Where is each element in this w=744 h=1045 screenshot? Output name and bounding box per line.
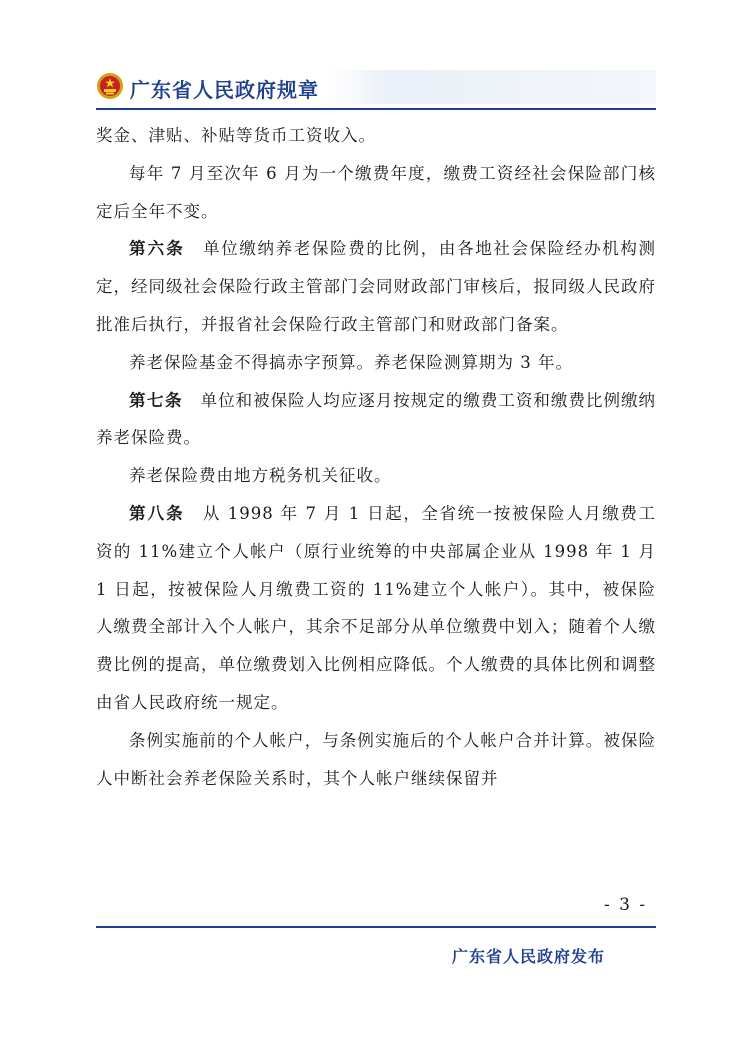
footer-divider (96, 926, 656, 928)
header-title: 广东省人民政府规章 (130, 78, 319, 102)
page-number: - 3 - (604, 895, 648, 915)
national-emblem-icon (96, 72, 124, 100)
article-paragraph (96, 230, 656, 343)
page-header (96, 70, 656, 104)
article-number: 第七条 (129, 390, 184, 410)
paragraph-text: 单位缴纳养老保险费的比例，由各地社会保险经办机构测定，经同级社会保险行政主管部门会同财政部门审核后，报同级人民政府批准后执行，并报省社会保险行政主管部门和财政部门备案。 (96, 239, 657, 334)
paragraph (96, 155, 656, 231)
paragraph (96, 722, 656, 798)
paragraph-text: 养老保险费由地方税务机关征收。 (129, 466, 392, 486)
paragraph-text: 单位和被保险人均应逐月按规定的缴费工资和缴费比例缴纳养老保险费。 (96, 390, 657, 448)
header-banner-decoration (326, 70, 656, 104)
paragraph-text: 每年 7 月至次年 6 月为一个缴费年度，缴费工资经社会保险部门核定后全年不变。 (96, 163, 656, 221)
article-number: 第八条 (129, 503, 185, 523)
paragraph (96, 117, 656, 155)
paragraph-text: 养老保险基金不得搞赤字预算。养老保险测算期为 3 年。 (129, 352, 573, 372)
paragraph-text: 条例实施前的个人帐户，与条例实施后的个人帐户合并计算。被保险人中断社会养老保险关系时，其个人帐户继续保留并 (96, 730, 656, 788)
paragraph (96, 457, 656, 495)
paragraph-text: 从 1998 年 7 月 1 日起，全省统一按被保险人月缴费工资的 11%建立个人帐户（原行业统筹的中央部属企业从 1998 年 1 月 1 日起，按被保险人月缴费工资的 11%建立个人帐户）。其中，被保险人缴费全部计入个人帐户，其余不足部分从单位缴费中划入；随着个人缴费比例的提高，单位缴费划入比例相应降低。个人缴费的具体比例和调整由省人民政府统一规定。 (96, 503, 656, 712)
article-paragraph (96, 495, 656, 722)
article-paragraph (96, 382, 656, 458)
paragraph-text: 奖金、津贴、补贴等货币工资收入。 (96, 126, 376, 145)
header-divider (96, 108, 656, 110)
paragraph (96, 344, 656, 382)
article-number: 第六条 (129, 239, 185, 259)
document-body (96, 117, 656, 797)
footer-title: 广东省人民政府发布 (452, 947, 606, 966)
